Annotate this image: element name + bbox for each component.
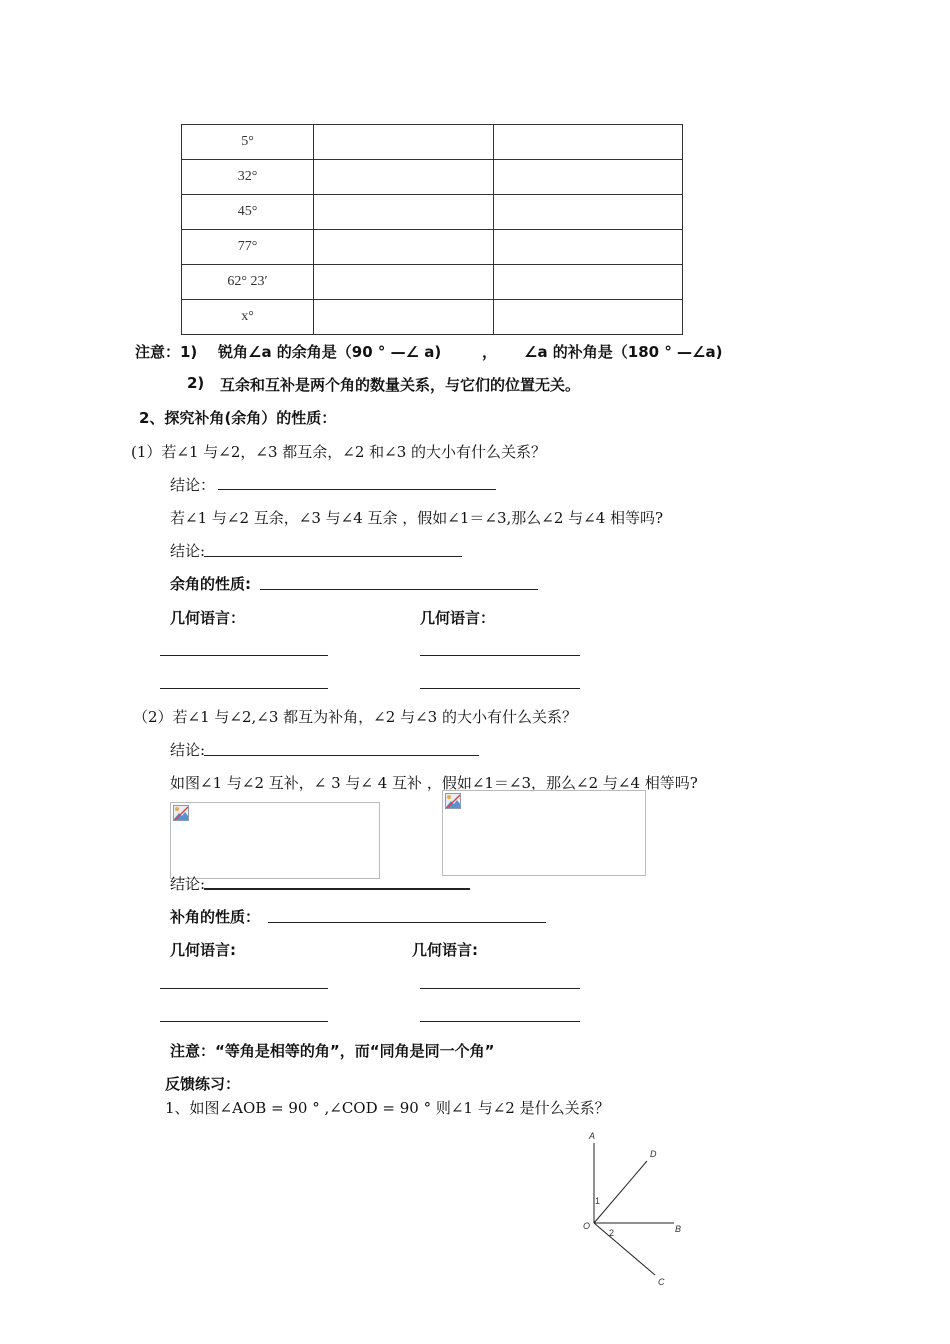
geo-blank-right-4[interactable] [420,1021,580,1022]
label-angle-1: 1 [595,1196,601,1206]
part1-conclusion1-blank[interactable] [218,489,496,490]
note2-text: 互余和互补是两个角的数量关系，与它们的位置无关。 [220,376,581,394]
part2-conclusion1-blank[interactable] [204,755,479,756]
geo-language-right-2: 几何语言: [412,941,478,959]
angle-cell: 32° [182,160,314,195]
part2-conclusion1-label: 结论: [170,741,206,759]
angle-figure [570,1125,710,1295]
part2-conclusion2-label: 结论: [170,875,206,893]
supplement-cell[interactable] [494,160,683,195]
label-C: C [658,1277,665,1287]
complement-cell[interactable] [314,195,494,230]
angle-cell: 5° [182,125,314,160]
angle-cell: x° [182,300,314,335]
supplement-cell[interactable] [494,125,683,160]
table-row [182,160,683,195]
geo-blank-left-2[interactable] [160,688,328,689]
broken-image-icon [173,805,189,821]
supplement-property-blank[interactable] [268,922,546,923]
label-A: A [589,1131,596,1141]
note-comma: ， [482,343,498,361]
section-title: 2、探究补角(余角）的性质： [139,409,337,427]
table-row [182,265,683,300]
supplement-cell[interactable] [494,300,683,335]
label-D: D [650,1149,657,1159]
supplement-note: ∠a 的补角是（180 ° —∠a) [524,343,723,361]
geo-blank-right-1[interactable] [420,655,580,656]
note2-number: 2) [187,374,205,392]
table-row [182,195,683,230]
geo-blank-right-2[interactable] [420,688,580,689]
part1-conclusion1-label: 结论： [170,476,216,494]
angle-cell: 77° [182,230,314,265]
angle-table [181,124,683,335]
part1-conclusion2-blank[interactable] [204,556,462,557]
table-row [182,230,683,265]
part1-conclusion2-label: 结论: [170,542,206,560]
geo-language-left: 几何语言： [170,609,246,627]
table-row [182,300,683,335]
ray-OD [594,1161,647,1223]
angle-cell: 62° 23′ [182,265,314,300]
complement-cell[interactable] [314,300,494,335]
part2-question: （2）若∠1 与∠2,∠3 都互为补角，∠2 与∠3 的大小有什么关系？ [133,708,577,726]
complement-note: 锐角∠a 的余角是（90 ° —∠ a) [218,343,442,361]
supplement-property-label: 补角的性质： [170,908,261,926]
figure-placeholder-right [442,790,646,876]
geo-language-right: 几何语言： [420,609,496,627]
complement-cell[interactable] [314,230,494,265]
part1-question: (1）若∠1 与∠2，∠3 都互余，∠2 和∠3 的大小有什么关系？ [131,443,547,461]
geo-blank-left-4[interactable] [160,1021,328,1022]
note-label: 注意：1) [135,343,198,361]
figure-placeholder-left [170,802,380,879]
complement-cell[interactable] [314,265,494,300]
feedback-title: 反馈练习： [165,1075,241,1093]
complement-property-label: 余角的性质: [170,575,251,593]
part1-question2: 若∠1 与∠2 互余，∠3 与∠4 互余 ，假如∠1＝∠3,那么∠2 与∠4 相等吗? [170,509,664,527]
complement-cell[interactable] [314,125,494,160]
part2-question2: 如图∠1 与∠2 互补，∠ 3 与∠ 4 互补 ，假如∠1＝∠3，那么∠2 与∠4 相等吗? [170,774,698,792]
geo-language-left-2: 几何语言: [170,941,236,959]
label-O: O [583,1221,591,1231]
angle-cell: 45° [182,195,314,230]
complement-property-blank[interactable] [260,589,538,590]
broken-image-icon [445,793,461,809]
label-angle-2: 2 [609,1228,615,1238]
geo-blank-left-3[interactable] [160,988,328,989]
label-B: B [675,1224,682,1234]
complement-cell[interactable] [314,160,494,195]
supplement-cell[interactable] [494,265,683,300]
table-row [182,125,683,160]
part2-conclusion2-blank[interactable] [204,888,470,890]
supplement-cell[interactable] [494,195,683,230]
ray-OC [594,1223,655,1275]
geo-blank-right-3[interactable] [420,988,580,989]
supplement-cell[interactable] [494,230,683,265]
feedback-question-1: 1、如图∠AOB = 90 ° ,∠COD = 90 ° 则∠1 与∠2 是什么关系？ [165,1099,610,1117]
note3: 注意：“等角是相等的角”，而“同角是同一个角” [170,1042,495,1060]
geo-blank-left-1[interactable] [160,655,328,656]
